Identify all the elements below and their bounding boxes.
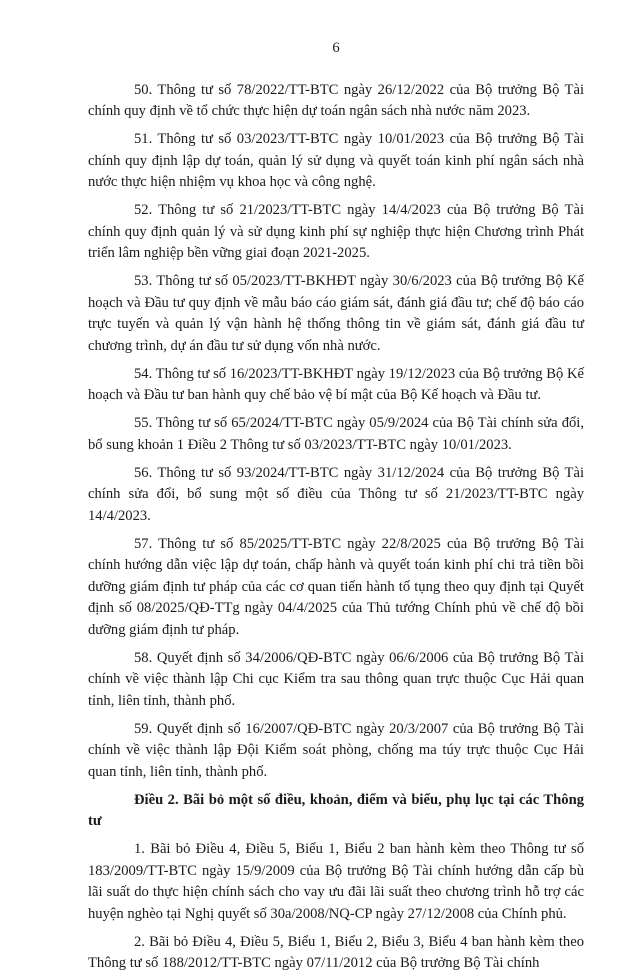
page-number: 6 xyxy=(332,40,340,56)
list-item-59: 59. Quyết định số 16/2007/QĐ-BTC ngày 20/3/2007 của Bộ trưởng Bộ Tài chính về việc thành lập Đội Kiểm soát phòng, chống ma túy trực thuộc Cục Hải quan tỉnh, liên tỉnh, thành phố. xyxy=(88,720,584,780)
article-clause-2: 2. Bãi bỏ Điều 4, Điều 5, Biểu 1, Biểu 2, Biểu 3, Biểu 4 ban hành kèm theo Thông tư số 188/2012/TT-BTC ngày 07/11/2012 của Bộ trưởng Bộ Tài chính xyxy=(88,933,584,971)
list-item-54: 54. Thông tư số 16/2023/TT-BKHĐT ngày 19/12/2023 của Bộ trưởng Bộ Kế hoạch và Đầu tư ban hành quy chế bảo vệ bí mật của Bộ Kế hoạch và Đầu tư. xyxy=(88,365,584,403)
article-clause-1: 1. Bãi bỏ Điều 4, Điều 5, Biểu 1, Biểu 2 ban hành kèm theo Thông tư số 183/2009/TT-BTC ngày 15/9/2009 của Bộ trưởng Bộ Tài chính hướng dẫn cấp bù lãi suất do thực hiện chính sách cho vay ưu đãi lãi suất theo chương trình hỗ trợ các huyện nghèo tại Nghị quyết số 30a/2008/NQ-CP ngày 27/12/2008 của Chính phủ. xyxy=(88,841,584,922)
list-item-52: 52. Thông tư số 21/2023/TT-BTC ngày 14/4/2023 của Bộ trưởng Bộ Tài chính quy định quản lý và sử dụng kinh phí sự nghiệp thực hiện Chương trình Phát triển lâm nghiệp bền vững giai đoạn 2021-2025. xyxy=(88,202,584,261)
list-item-56: 56. Thông tư số 93/2024/TT-BTC ngày 31/12/2024 của Bộ trưởng Bộ Tài chính sửa đổi, bổ sung một số điều của Thông tư số 21/2023/TT-BTC ngày 14/4/2023. xyxy=(88,464,584,524)
list-item-55: 55. Thông tư số 65/2024/TT-BTC ngày 05/9/2024 của Bộ Tài chính sửa đổi, bổ sung khoản 1 Điều 2 Thông tư số 03/2023/TT-BTC ngày 10/01/2023. xyxy=(88,415,584,453)
list-item-51: 51. Thông tư số 03/2023/TT-BTC ngày 10/01/2023 của Bộ trưởng Bộ Tài chính quy định lập dự toán, quản lý sử dụng và quyết toán kinh phí ngân sách nhà nước thực hiện nhiệm vụ khoa học và công nghệ. xyxy=(88,131,584,190)
article-heading: Điều 2. Bãi bỏ một số điều, khoản, điểm và biểu, phụ lục tại các Thông tư xyxy=(88,791,584,829)
list-item-57: 57. Thông tư số 85/2025/TT-BTC ngày 22/8/2025 của Bộ trưởng Bộ Tài chính hướng dẫn việc lập dự toán, chấp hành và quyết toán kinh phí chi trả tiền bồi dưỡng giám định tư pháp của các cơ quan tiến hành tố tụng theo quy định tại Quyết định số 08/2025/QĐ-TTg ngày 04/4/2025 của Thủ tướng Chính phủ về chế độ bồi dưỡng giám định tư pháp. xyxy=(88,535,584,638)
list-item-58: 58. Quyết định số 34/2006/QĐ-BTC ngày 06/6/2006 của Bộ trưởng Bộ Tài chính về việc thành lập Chi cục Kiểm tra sau thông quan trực thuộc Cục Hải quan tỉnh, liên tỉnh, thành phố. xyxy=(88,649,584,709)
list-item-50: 50. Thông tư số 78/2022/TT-BTC ngày 26/12/2022 của Bộ trưởng Bộ Tài chính quy định về tổ chức thực hiện dự toán ngân sách nhà nước năm 2023. xyxy=(88,81,584,119)
list-item-53: 53. Thông tư số 05/2023/TT-BKHĐT ngày 30/6/2023 của Bộ trưởng Bộ Kế hoạch và Đầu tư quy định về mẫu báo cáo giám sát, đánh giá đầu tư; chế độ báo cáo trực tuyến và quản lý vận hành hệ thống thông tin về giám sát, đánh giá đầu tư chương trình, dự án đầu tư sử dụng vốn nhà nước. xyxy=(88,273,584,354)
